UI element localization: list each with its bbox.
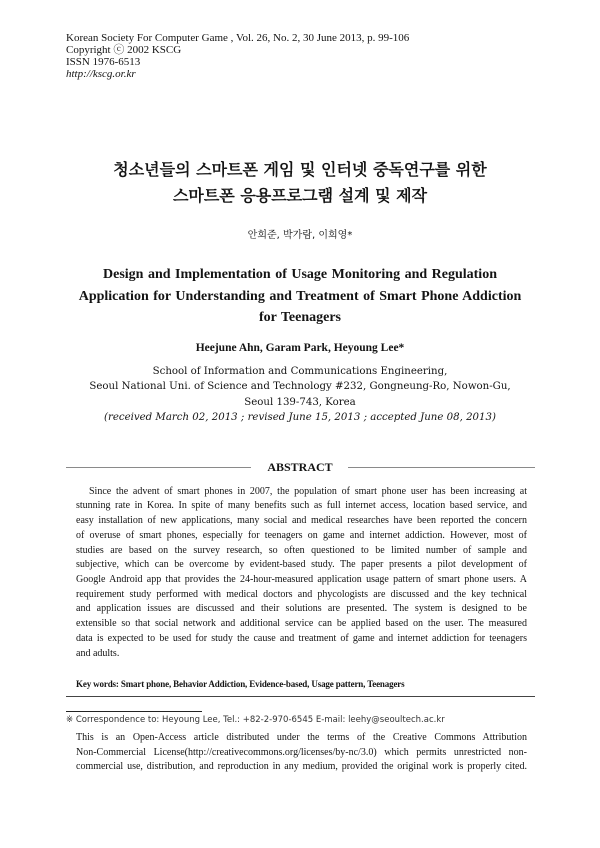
correspondence-note: ※ Correspondence to: Heyoung Lee, Tel.: +82-2-970-6545 E-mail: leehy@seoultech.ac.kr (66, 715, 445, 725)
license-note (76, 731, 527, 775)
keywords-label: Key words: (76, 679, 119, 689)
keywords-rule (66, 696, 535, 697)
abstract-line: stunning rate in Korea. In spite of many benefits such as full internet access, location based service, and (76, 500, 527, 512)
received-dates: (received March 02, 2013 ; revised June 15, 2013 ; accepted June 08, 2013) (104, 411, 496, 423)
english-title-line: Design and Implementation of Usage Monitoring and Regulation (103, 267, 497, 282)
abstract-line: subjective, which can be overcome by evident-based study. The paper presents a pilot development of (76, 559, 527, 571)
korean-author-list: 안희준, 박가람, 이희영* (247, 230, 353, 241)
korean-title (0, 157, 600, 209)
abstract-rule-right (348, 467, 535, 468)
license-line: This is an Open-Access article distributed under the terms of the Creative Commons Attribution (76, 732, 527, 743)
license-line: Non-Commercial License(http://creativecommons.org/licenses/by-nc/3.0) which permits unrestricted non- (76, 746, 527, 758)
abstract-line: easy installation of new applications, many social and medical researches have been reported the concern (76, 515, 527, 527)
author-list: Heejune Ahn, Garam Park, Heyoung Lee* (195, 342, 405, 354)
korean-title-line: 청소년들의 스마트폰 게임 및 인터넷 중독연구를 위한 (113, 160, 487, 179)
journal-header (66, 32, 409, 80)
abstract-line: Google Android app that provides the 24-hour-measured application usage pattern of smart phone users. A (76, 574, 527, 585)
abstract-line: data is expected to be used for study the cause and treatment of game and internet addiction for teenagers (76, 632, 527, 644)
keywords-terms: Smart phone, Behavior Addiction, Evidence-based, Usage pattern, Teenagers (120, 679, 405, 689)
footnote-rule (66, 711, 202, 712)
affiliation-line: School of Information and Communications Engineering, (152, 366, 448, 377)
abstract-line: Since the advent of smart phones in 2007, the population of smart phone user has been increasing at (89, 485, 527, 497)
journal-url: http://kscg.or.kr (66, 68, 136, 80)
affiliation-line: Seoul 139-743, Korea (244, 396, 356, 408)
english-title-line: for Teenagers (258, 310, 341, 325)
issn-number: ISSN 1976-6513 (66, 56, 141, 68)
abstract-line: studies are based on the survey research, so often questioned to be limited number of sample and (76, 544, 527, 556)
abstract-line: requirement study performed with medical doctors and phycologists are discussed and the key technical (76, 588, 527, 600)
copyright-notice: Copyright ⓒ 2002 KSCG (66, 44, 182, 56)
affiliation-line: Seoul National Uni. of Science and Technology #232, Gongneung-Ro, Nowon-Gu, (89, 381, 511, 393)
english-title-line: Application for Understanding and Treatment of Smart Phone Addiction (78, 288, 522, 304)
korean-title-line: 스마트폰 응용프로그램 설계 및 제작 (172, 186, 428, 205)
abstract-line: and adults. (76, 647, 120, 659)
abstract-heading: ABSTRACT (267, 460, 333, 474)
english-title (0, 264, 600, 329)
abstract-line: of overuse of smart phones, especially for teenagers on game and internet addiction. However, most of (76, 529, 527, 541)
journal-citation: Korean Society For Computer Game , Vol. 26, No. 2, 30 June 2013, p. 99-106 (66, 32, 410, 44)
abstract-line: and application issues are discussed and their solutions are presented. The system is designed to be (76, 603, 527, 615)
license-line: commercial use, distribution, and reproduction in any medium, provided the original work is properly cited. (76, 761, 527, 772)
abstract-body (76, 485, 527, 662)
affiliation (0, 364, 600, 425)
abstract-line: extensible so that social network and additional service can be applied based on the user. The measured (76, 618, 527, 630)
keywords (76, 677, 405, 691)
